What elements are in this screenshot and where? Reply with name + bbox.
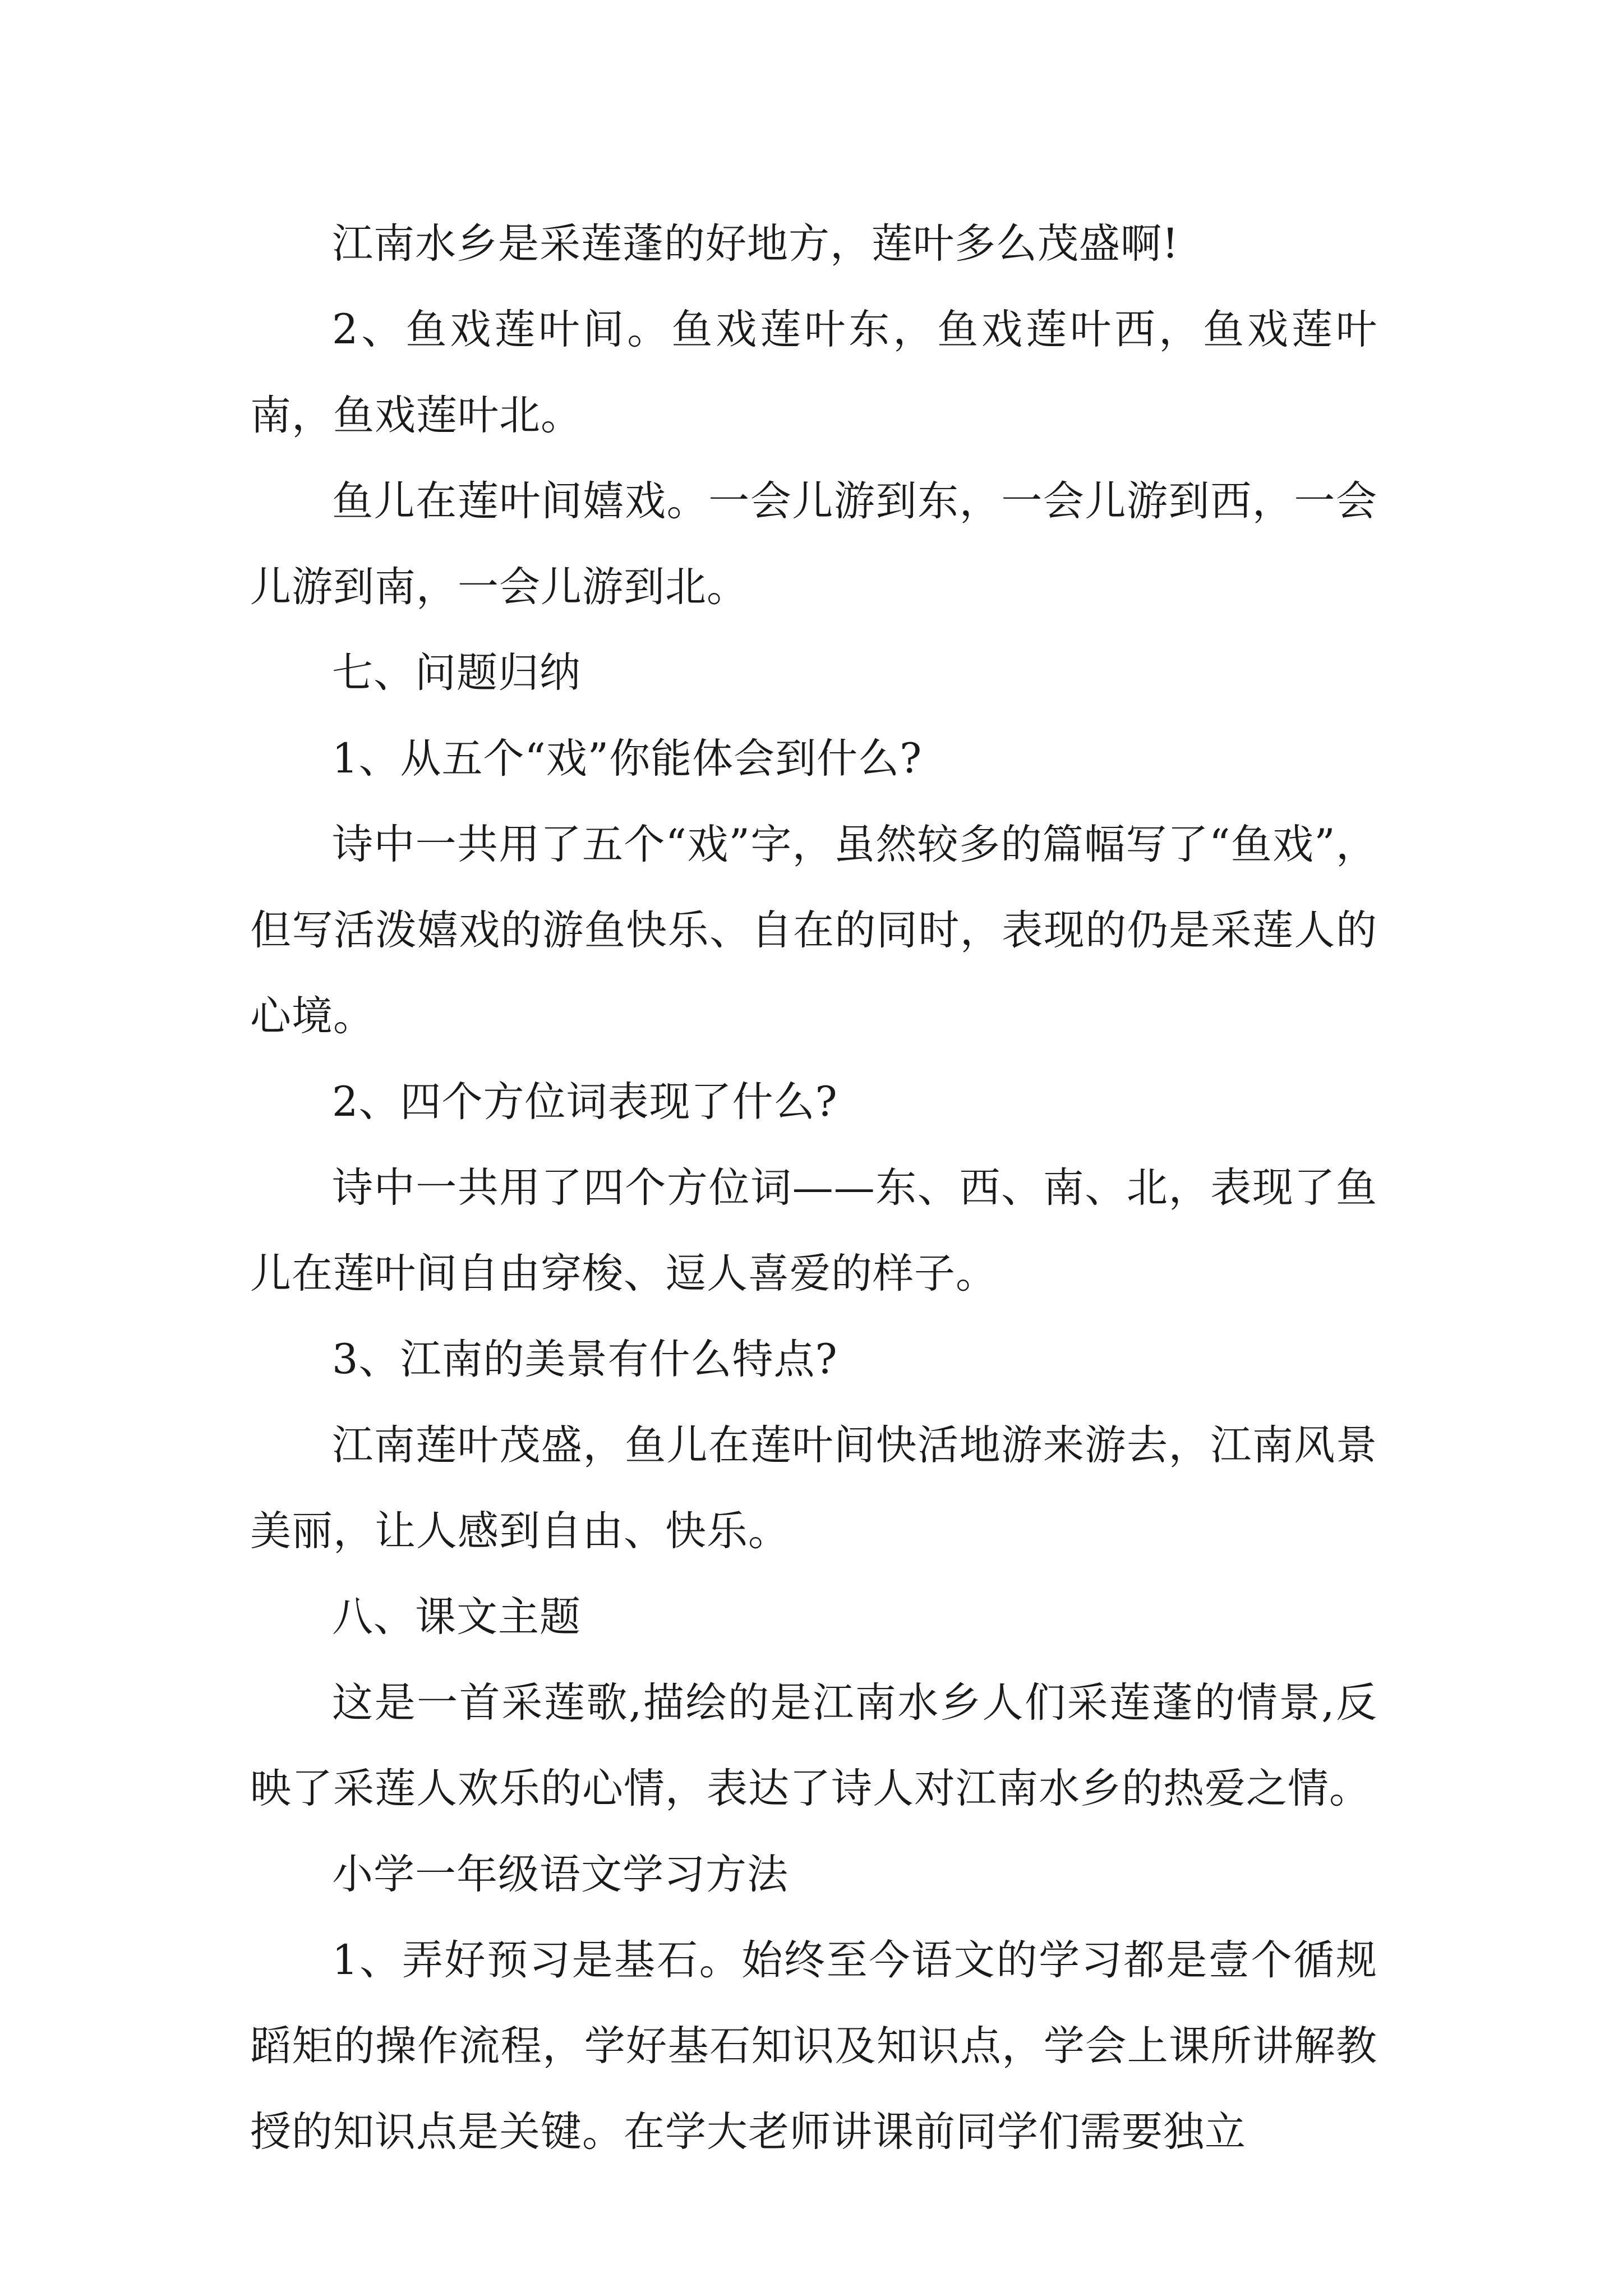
section-heading: 七、问题归纳 (332, 649, 581, 697)
paragraph: 诗中一共用了四个方位词——东、西、南、北，表现了鱼儿在莲叶间自由穿梭、逗人喜爱的样子。 (250, 1164, 1377, 1297)
paragraph: 2、鱼戏莲叶间。鱼戏莲叶东，鱼戏莲叶西，鱼戏莲叶南，鱼戏莲叶北。 (250, 306, 1377, 439)
paragraph: 江南水乡是采莲蓬的好地方，莲叶多么茂盛啊! (332, 220, 1179, 268)
document-body (250, 201, 1377, 2175)
paragraph: 1、弄好预习是基石。始终至今语文的学习都是壹个循规蹈矩的操作流程，学好基石知识及知识点，学会上课所讲解教授的知识点是关键。在学大老师讲课前同学们需要独立 (250, 1936, 1377, 2156)
section-heading: 八、课文主题 (332, 1593, 581, 1641)
paragraph: 诗中一共用了五个“戏”字，虽然较多的篇幅写了“鱼戏”，但写活泼嬉戏的游鱼快乐、自在的同时，表现的仍是采莲人的心境。 (250, 821, 1377, 1040)
question: 3、江南的美景有什么特点? (332, 1336, 838, 1383)
paragraph: 鱼儿在莲叶间嬉戏。一会儿游到东，一会儿游到西，一会儿游到南，一会儿游到北。 (250, 477, 1377, 611)
question: 2、四个方位词表现了什么? (332, 1078, 838, 1126)
paragraph: 江南莲叶茂盛，鱼儿在莲叶间快活地游来游去，江南风景美丽，让人感到自由、快乐。 (250, 1421, 1377, 1555)
question: 1、从五个“戏”你能体会到什么? (332, 735, 923, 783)
section-heading: 小学一年级语文学习方法 (332, 1851, 789, 1898)
paragraph: 这是一首采莲歌,描绘的是江南水乡人们采莲蓬的情景,反映了采莲人欢乐的心情，表达了诗人对江南水乡的热爱之情。 (250, 1679, 1377, 1812)
